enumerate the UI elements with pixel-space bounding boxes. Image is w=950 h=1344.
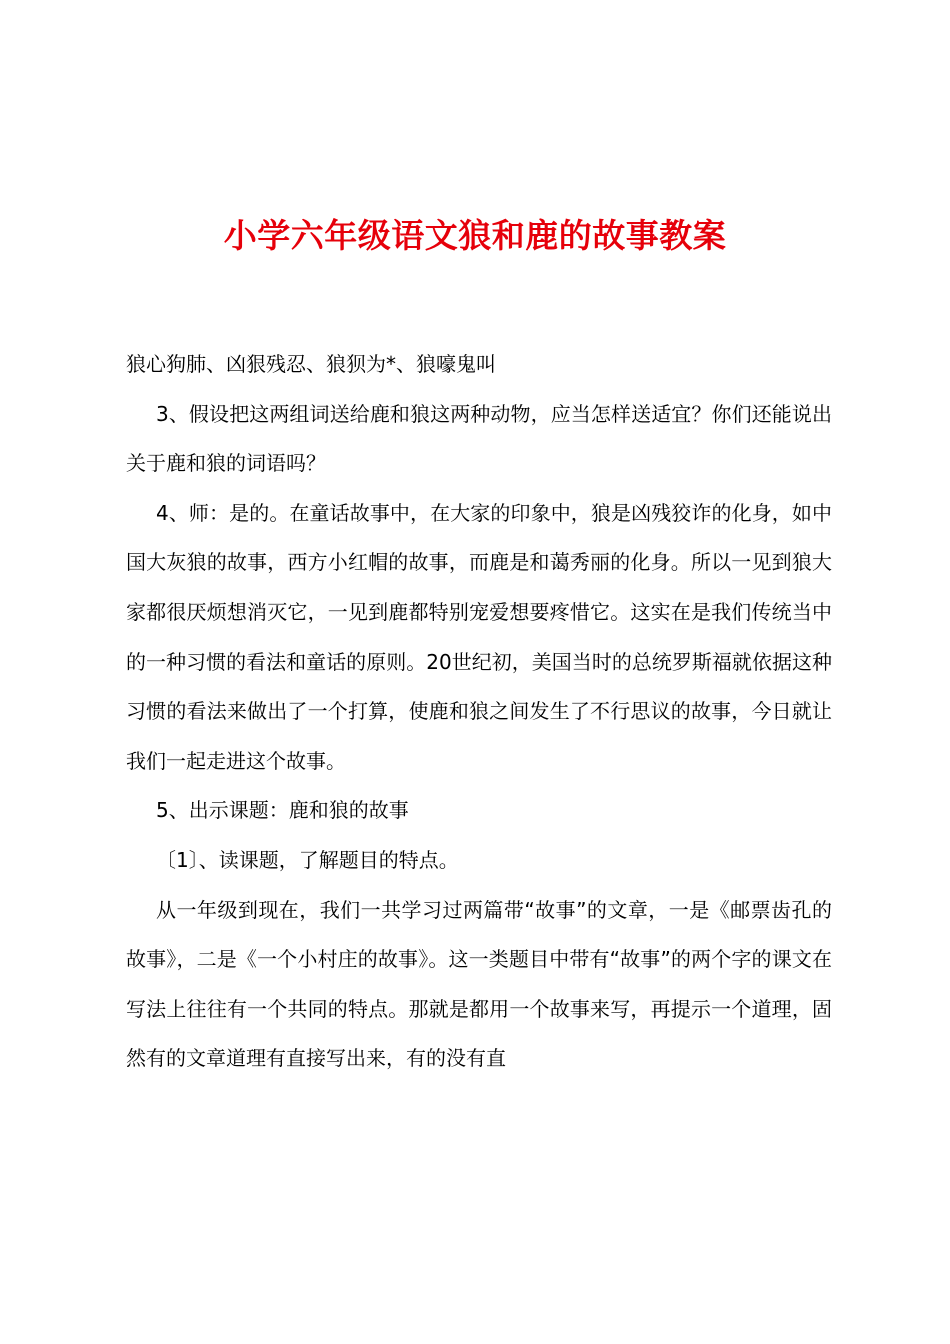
paragraph-question-3: 3、假设把这两组词送给鹿和狼这两种动物，应当怎样送适宜？你们还能说出关于鹿和狼的词语吗？ [126,401,832,476]
paragraph-topic-5: 5、出示课题：鹿和狼的故事 [156,798,409,823]
paragraph-story-features: 从一年级到现在，我们一共学习过两篇带“故事”的文章，一是《邮票齿孔的故事》，二是《一个小村庄的故事》。这一类题目中带有“故事”的两个字的课文在写法上往往有一个共同的特点。那就是都用一个故事来写，再提示一个道理，固然有的文章道理有直接写出来，有的没有直 [126,897,832,1071]
paragraph-read-title: 〔1〕、读课题，了解题目的特点。 [156,847,459,872]
document-title: 小学六年级语文狼和鹿的故事教案 [223,216,727,255]
paragraph-word-list: 狼心狗肺、凶狠残忍、狼狈为*、狼嚎鬼叫 [126,352,496,376]
document-body [126,340,832,1084]
paragraph-teacher-4: 4、师：是的。在童话故事中，在大家的印象中，狼是凶残狡诈的化身，如中国大灰狼的故事，西方小红帽的故事，而鹿是和蔼秀丽的化身。所以一见到狼大家都很厌烦想消灭它，一见到鹿都特别宠爱想要疼惜它。这实在是我们传统当中的一种习惯的看法和童话的原则。20世纪初，美国当时的总统罗斯福就依据这种习惯的看法来做出了一个打算，使鹿和狼之间发生了不行思议的故事，今日就让我们一起走进这个故事。 [126,500,832,773]
